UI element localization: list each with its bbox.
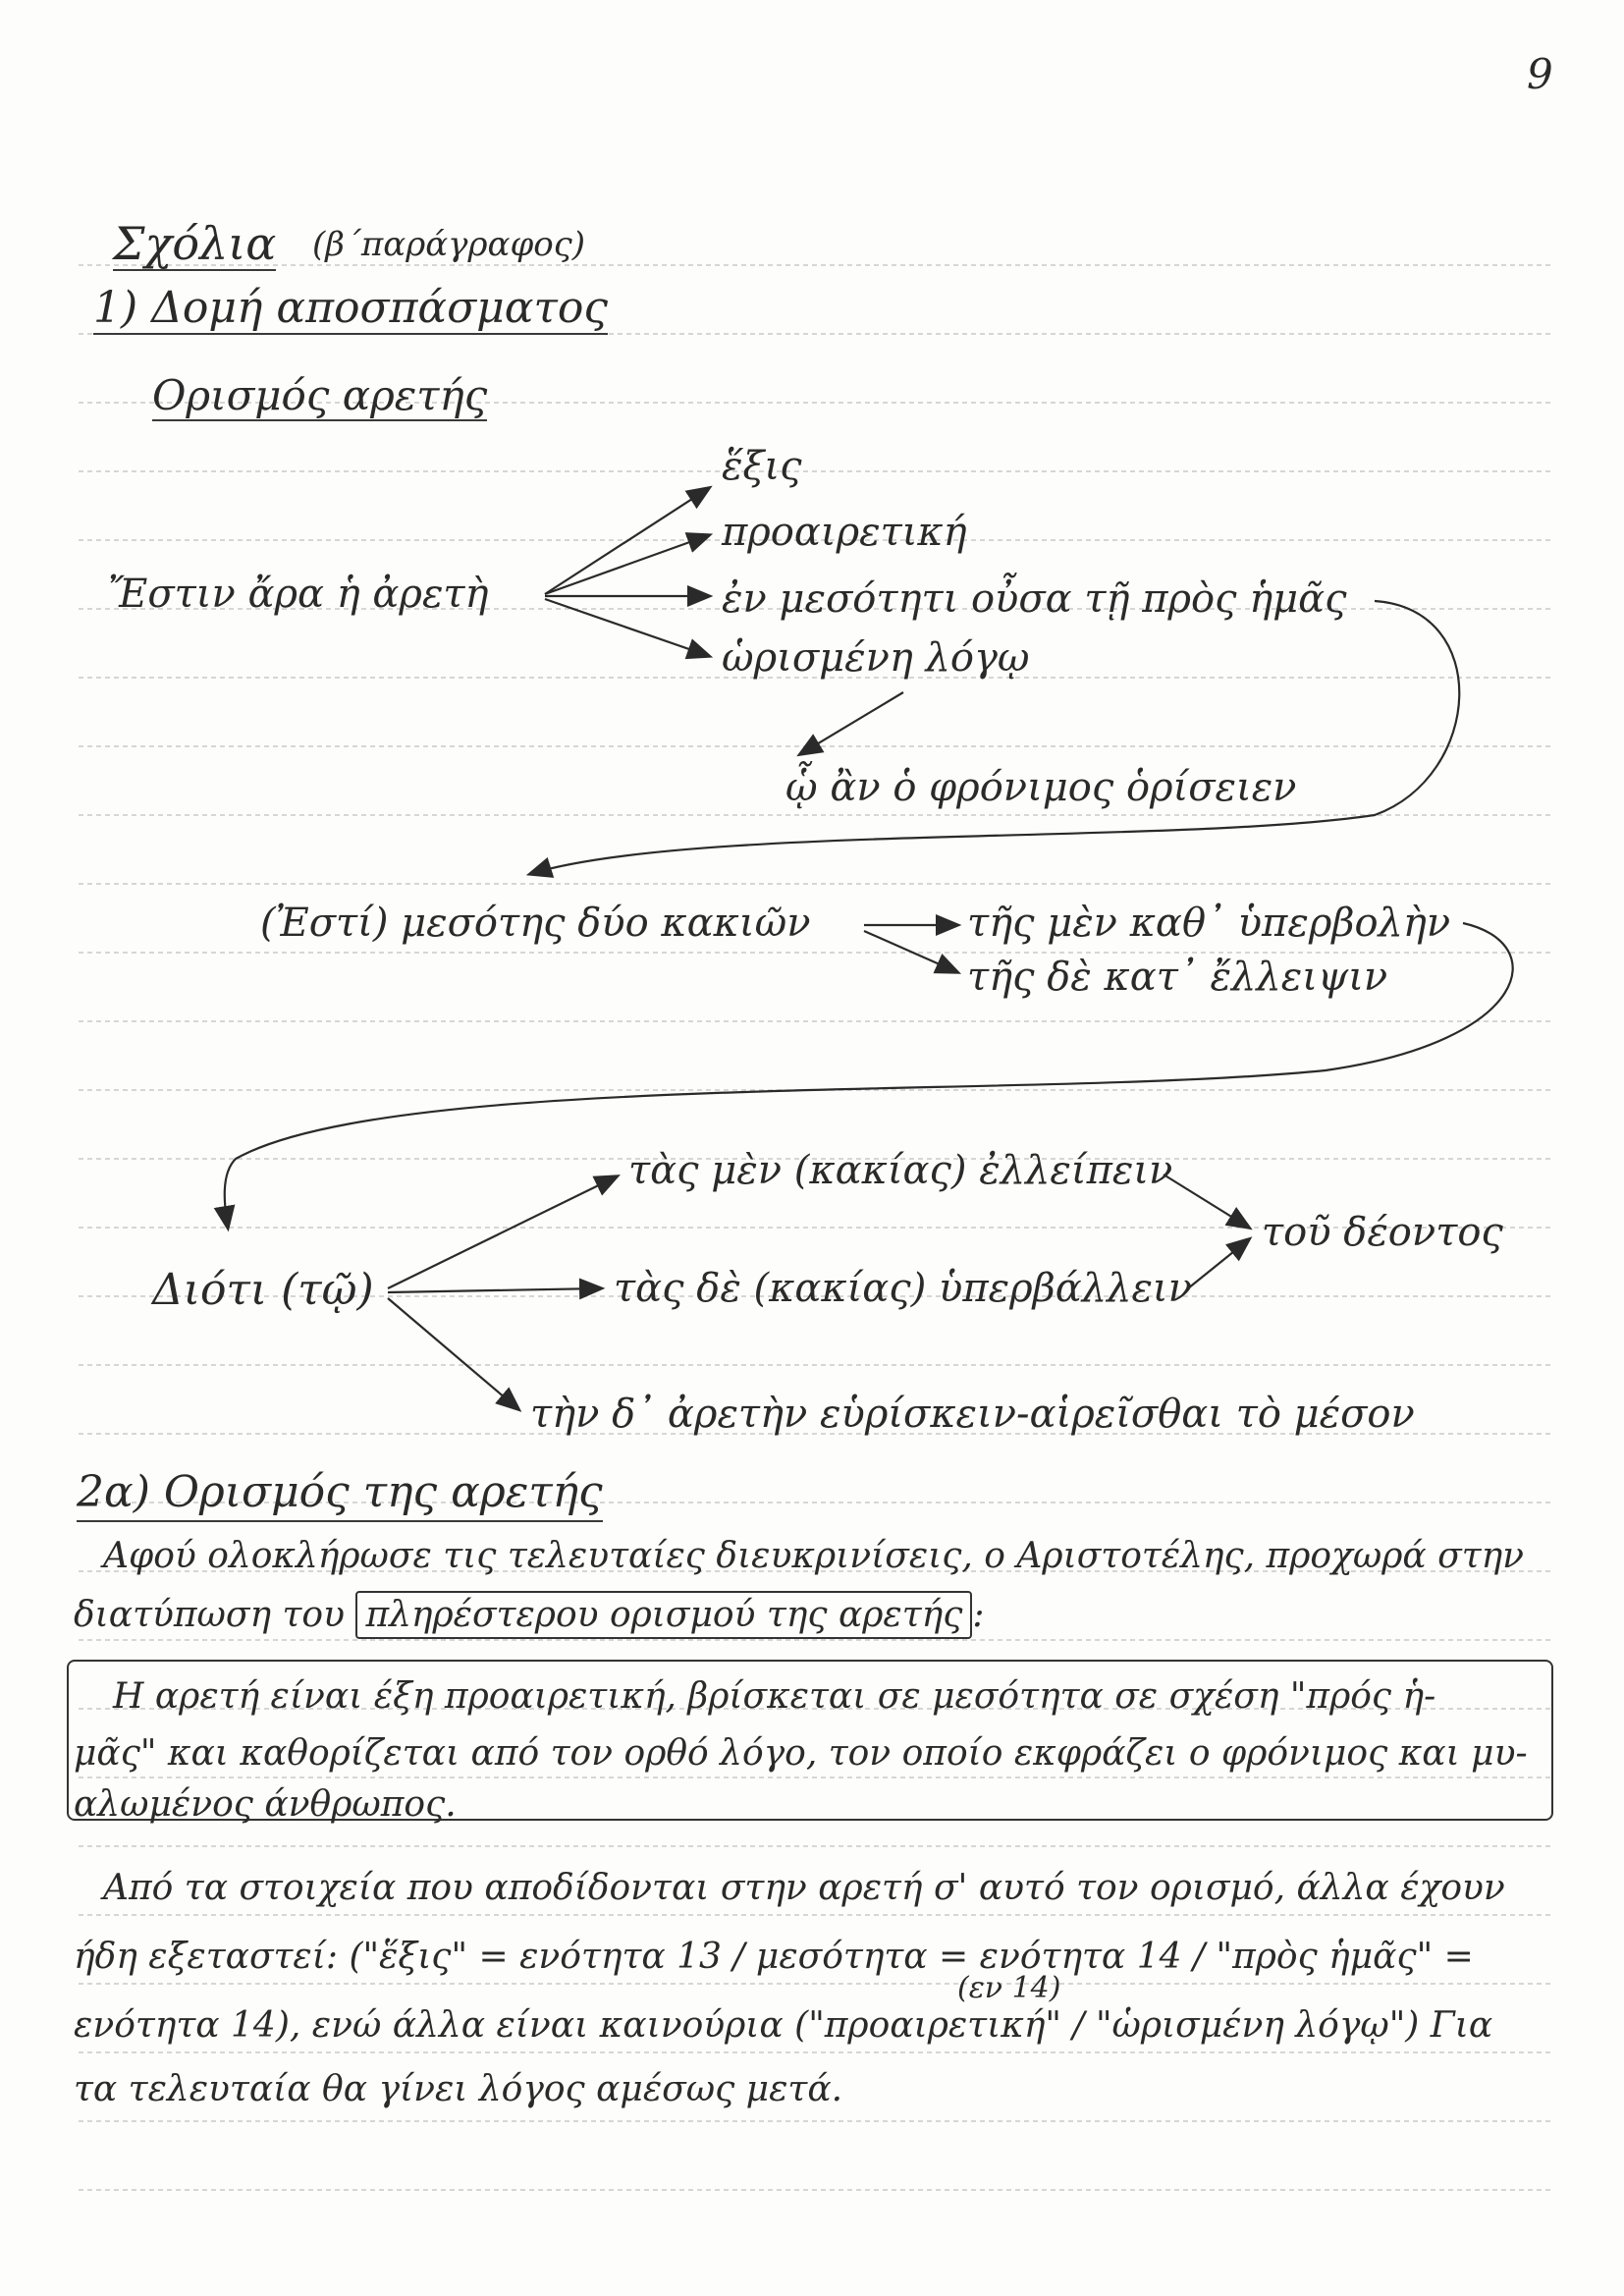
diagram1-branch-3: ἐν μεσότητι οὖσα τῇ πρὸς ἡμᾶς [722,576,1347,622]
diagram2-branch-1: τῆς μὲν καθ᾽ ὑπερβολὴν [967,901,1451,946]
section2-title: 2α) Ορισμός της αρετής [77,1467,603,1522]
page-title: Σχόλια [113,217,277,270]
paragraph2-line2: ήδη εξεταστεί: ("ἕξις" = ενότητα 13 / μεσότητα = ενότητα 14 / "πρὸς ἡμᾶς" = [74,1937,1474,1977]
paragraph1-line1: Αφού ολοκλήρωσε τις τελευταίες διευκρινίσεις, ο Αριστοτέλης, προχωρά στην [103,1536,1525,1576]
definition-line3: αλωμένος άνθρωπος. [74,1784,457,1825]
diagram3-middle: τὰς δὲ (κακίας) ὑπερβάλλειν [614,1266,1192,1311]
paragraph1-line2-pre: διατύπωση του [74,1595,345,1635]
paragraph2-note: (εν 14) [957,1971,1061,2005]
page-number: 9 [1527,50,1553,98]
paragraph2-line4: τα τελευταία θα γίνει λόγος αμέσως μετά. [74,2069,843,2109]
paragraph2-line3: ενότητα 14), ενώ άλλα είναι καινούρια ("προαιρετική" / "ὡρισμένη λόγῳ") Για [74,2005,1493,2046]
section-title-structure: 1) Δομή αποσπάσματος [93,283,608,333]
section-title-definition [77,1467,603,1517]
diagram3-upper: τὰς μὲν (κακίας) ἐλλείπειν [628,1148,1173,1193]
diagram3-target: τοῦ δέοντος [1262,1210,1503,1255]
diagram1-branch-1: ἕξις [722,444,802,489]
paragraph1-line2 [74,1595,985,1635]
diagram2-root: (Ἐστί) μεσότης δύο κακιῶν [260,901,811,946]
diagram3-lower: τὴν δ᾽ ἀρετὴν εὑρίσκειν-αἱρεῖσθαι τὸ μέσον [530,1392,1415,1437]
boxed-term: πληρέστερου ορισμού της αρετής [355,1591,972,1639]
diagram1-root: Ἔστιν ἄρα ἡ ἀρετὴ [108,572,489,617]
paragraph2-line1: Από τα στοιχεία που αποδίδονται στην αρετή σ' αυτό τον ορισμό, άλλα έχουν [103,1868,1505,1908]
paragraph1-line2-post: : [972,1595,985,1635]
diagram1-sub: ᾧ ἂν ὁ φρόνιμος ὁρίσειεν [785,765,1297,810]
section-subtitle-definition: Ορισμός αρετής [152,371,488,419]
paragraph-label: (β΄παράγραφος) [312,225,586,264]
diagram1-branch-2: προαιρετική [722,510,967,555]
diagram2-branch-2: τῆς δὲ κατ᾽ ἔλλειψιν [967,955,1388,1000]
definition-line2: μᾶς" και καθορίζεται από τον ορθό λόγο, τον οποίο εκφράζει ο φρόνιμος και μυ- [74,1733,1528,1774]
diagram1-branch-4: ὡρισμένη λόγῳ [722,635,1030,681]
definition-line1: Η αρετή είναι έξη προαιρετική, βρίσκεται σε μεσότητα σε σχέση "πρός ἡ- [113,1676,1436,1717]
diagram3-root: Διότι (τῷ) [152,1265,374,1315]
